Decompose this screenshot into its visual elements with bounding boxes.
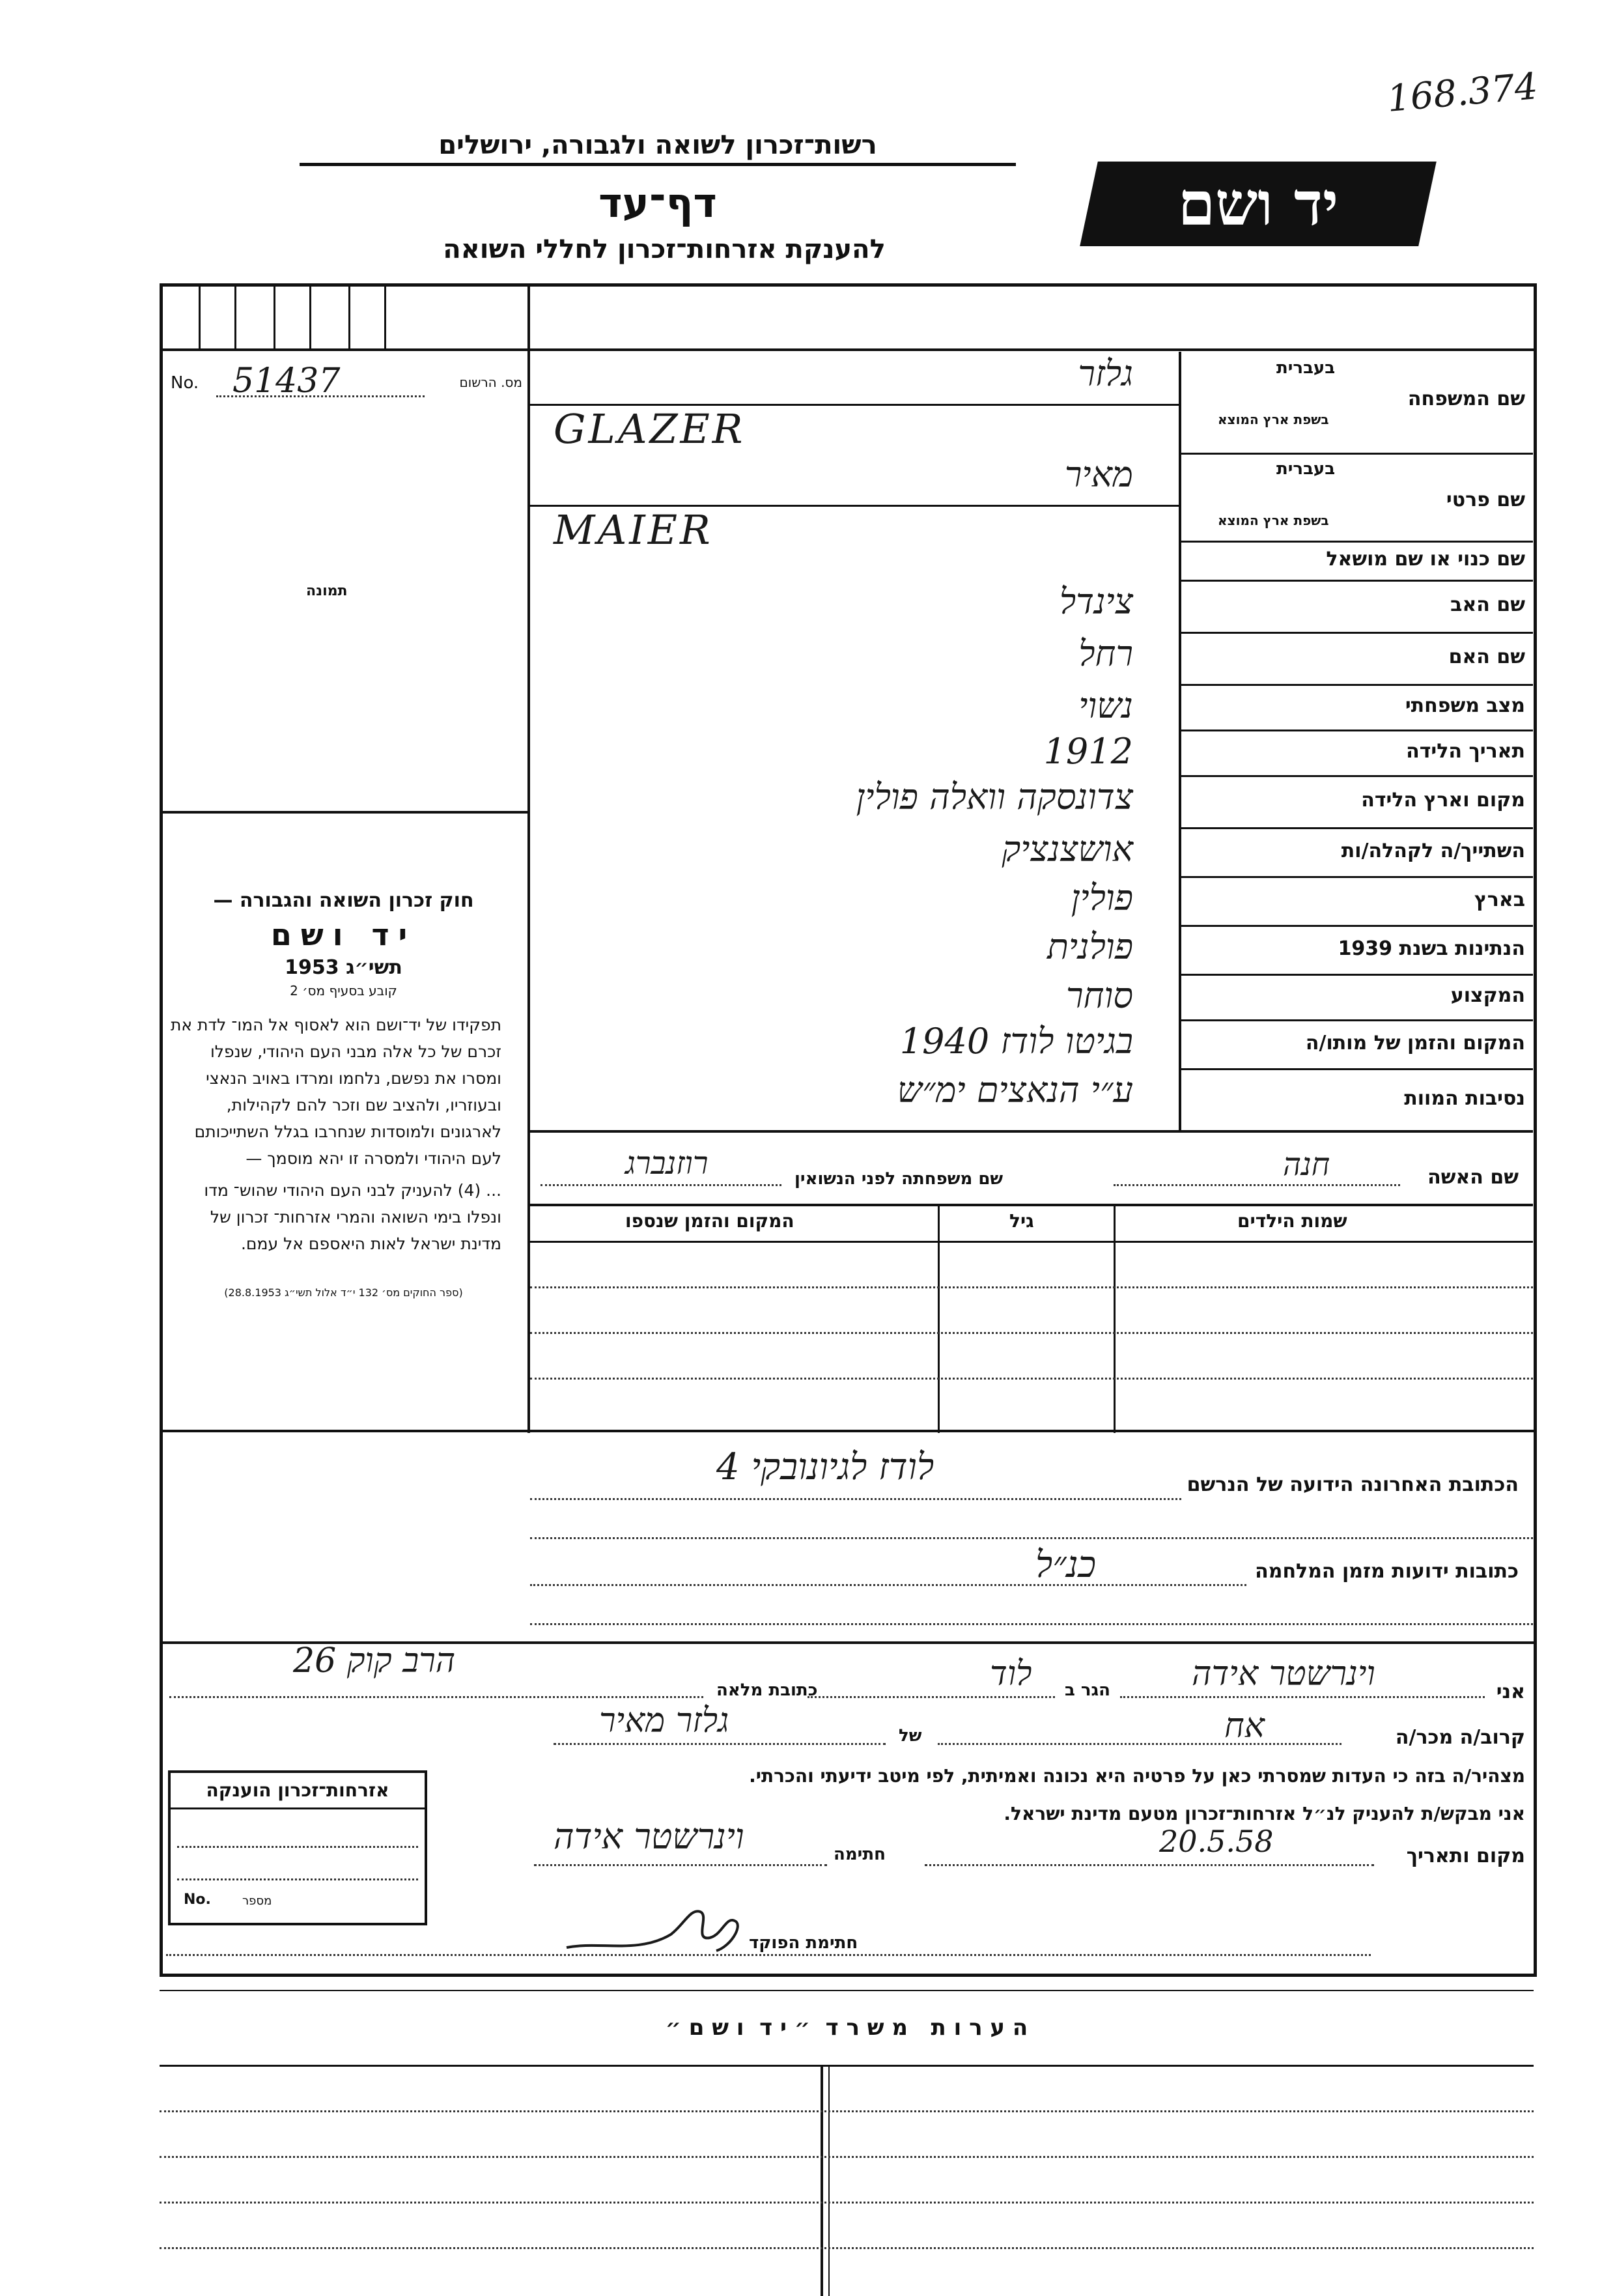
field-sublabel-hebrew: בעברית — [1276, 459, 1336, 479]
field-label: בארץ — [1474, 888, 1525, 911]
wife-label: שם האשה — [1427, 1166, 1519, 1189]
field-label: המקום והזמן של מותו/ה — [1305, 1031, 1525, 1055]
field-label: מצב משפחתי — [1405, 694, 1525, 717]
field-value: סוחר — [1065, 975, 1133, 1016]
law-text-2: ... (4) להעניק לבני העם היהודי שהוש־ מדו ונפלו בימי השואה והמרי אזרחות־ זכרון של מדינת ישראל לאות היאספם אל עמם. — [204, 1181, 501, 1253]
field-sublabel-hebrew: בעברית — [1276, 358, 1336, 378]
field-value: גלזר — [1078, 353, 1133, 394]
children-place-time-header: המקום והזמן שנספו — [625, 1210, 794, 1232]
field-separator — [1181, 775, 1533, 777]
law-year: תשי״ג 1953 — [285, 956, 402, 979]
field-label: שם כנוי או שם מושאל — [1326, 548, 1525, 571]
yad-vashem-logo — [1080, 162, 1437, 246]
field-label: המקצוע — [1450, 984, 1525, 1007]
field-separator — [1181, 580, 1533, 582]
field-label: השתייך/ה לקהלה/ות — [1341, 839, 1525, 862]
signature-label: חתימה — [834, 1845, 886, 1864]
last-address-value: לודז לגיונובקי 4 — [716, 1446, 934, 1488]
field-value: ע״י הנאצים ימ״ש — [897, 1070, 1133, 1111]
declare-text: מצהיר/ה בזה כי העדות שמסרתי כאן על פרטיה היא נכונה ואמיתית, לפי מיטב ידיעתי והכרתי. — [749, 1765, 1525, 1787]
declarant-i-label: אני — [1496, 1680, 1525, 1703]
declarant-city-value: לוד — [990, 1654, 1032, 1694]
field-separator — [1181, 925, 1533, 927]
field-value: פולנית — [1046, 926, 1133, 967]
relation-value: אח — [1224, 1707, 1265, 1746]
registration-number-row — [171, 361, 522, 401]
declarant-address-value: הרב קוק 26 — [293, 1641, 456, 1680]
field-separator — [1181, 1019, 1533, 1021]
field-sublabel-origin: בשפת ארץ המוצא — [1218, 513, 1329, 528]
field-value-latin: MAIER — [554, 506, 713, 554]
field-value: נשוי — [1078, 685, 1133, 726]
children-names-header: שמות הילדים — [1237, 1210, 1347, 1232]
field-label: שם פרטי — [1446, 489, 1525, 511]
field-label: שם המשפחה — [1407, 388, 1525, 410]
law-block — [166, 889, 521, 1299]
field-separator — [1181, 684, 1533, 686]
wife-value: חנה — [1283, 1146, 1330, 1183]
field-label: שם האב — [1450, 593, 1525, 616]
law-title: חוק זכרון השואה והגבורה — — [213, 889, 474, 912]
citizenship-no-label-he: מספר — [242, 1894, 272, 1908]
field-separator — [1181, 730, 1533, 731]
field-separator — [1181, 876, 1533, 878]
war-address-label: כתובות ידועות מזמן המלחמה — [1255, 1560, 1519, 1583]
field-label: מקום וארץ הלידה — [1361, 789, 1525, 812]
field-separator — [1181, 974, 1533, 976]
field-value: רחל — [1078, 633, 1133, 674]
field-sublabel-origin: בשפת ארץ המוצא — [1218, 412, 1329, 427]
maiden-name-value: רוזנברג — [625, 1145, 709, 1182]
citizenship-box-title: אזרחות־זכרון הוענקה — [171, 1773, 425, 1809]
field-separator — [1181, 1068, 1533, 1070]
form-title: דף־עד — [598, 179, 717, 227]
relation-label: קרוב/ה מכר/ה — [1395, 1726, 1525, 1749]
citizenship-granted-box — [168, 1770, 427, 1925]
place-date-label: מקום ותאריך — [1406, 1845, 1525, 1867]
citizenship-no-label: No. — [184, 1892, 211, 1908]
field-label: נסיבות המוות — [1404, 1086, 1525, 1110]
of-label: של — [899, 1726, 922, 1746]
field-value: 1912 — [1043, 731, 1133, 772]
field-separator — [1181, 827, 1533, 829]
last-address-label: הכתובת האחרונה הידועה של הנרשם — [1187, 1473, 1519, 1496]
field-value: אושצנציק — [1002, 829, 1133, 870]
field-value-latin: GLAZER — [554, 405, 746, 453]
corner-archive-number: 168.374 — [1385, 65, 1539, 120]
field-separator — [1181, 541, 1533, 543]
field-label: הנתינות בשנת 1939 — [1338, 937, 1525, 960]
request-text: אני מבקש/ת להעניק לנ״ל אזרחות־זכרון מטעם מדינת ישראל. — [1004, 1803, 1525, 1824]
field-value: בגיטו לודז 1940 — [899, 1021, 1133, 1062]
field-value: צינדל — [1059, 581, 1133, 622]
of-value: גלזר מאיר — [599, 1701, 729, 1740]
field-separator — [1181, 453, 1533, 455]
signature-value: וינרשטר אידה — [554, 1816, 744, 1857]
place-date-value: 20.5.58 — [1159, 1824, 1274, 1859]
office-notes-title: ה ע ר ו ת מ ש ר ד ״ י ד ו ש ם ״ — [665, 2015, 1028, 2041]
field-value: מאיר — [1064, 454, 1133, 495]
field-value: פולין — [1071, 877, 1133, 918]
war-address-value: כנ״ל — [1035, 1544, 1097, 1586]
officer-signature-label: חתימת הפוקד — [749, 1933, 858, 1953]
declarant-name-value: וינרשטר אידה — [1192, 1654, 1375, 1694]
declarant-lives-label: הגר ב — [1065, 1680, 1111, 1700]
registration-no-label: No. — [171, 373, 199, 393]
registration-label: מס. הרשום — [459, 375, 522, 390]
law-clause: קובע בסעיף מס׳ 2 — [290, 983, 397, 999]
field-separator — [1181, 632, 1533, 634]
field-value: צדונסקה וואלה פולין — [856, 776, 1133, 817]
logo-text: יד ושם — [1177, 169, 1339, 239]
law-reference: (ספר החוקים מס׳ 132 י״ד אלול תשי״ג 28.8.1953) — [224, 1286, 463, 1299]
photo-label: תמונה — [306, 583, 348, 599]
law-text-1: תפקידו של יד־ושם הוא לאסוף אל המו־ לדת את זכרם של כל אלה מבני העם היהודי, שנפלו ומסרו את נפשם, נלחמו ומרדו באויב הנאצי ובעוזריו, ולהציב שם וזכר להם לקהילות, לארגונים ולמוסדות שנחרבו בגלל השתייכותם לעם היהודי ולמסרה זו יהא מוסמך — — [171, 1015, 501, 1168]
field-label: שם האם — [1448, 645, 1525, 668]
authority-line: רשות־זכרון לשואה ולגבורה, ירושלים — [300, 130, 1016, 166]
registration-no-value: 51437 — [232, 361, 341, 401]
maiden-name-label: שם משפחתה לפני הנשואין — [794, 1169, 1004, 1189]
children-age-header: גיל — [1009, 1210, 1034, 1232]
declarant-address-label: כתובת מלאה — [716, 1680, 818, 1700]
field-label: תאריך הלידה — [1406, 740, 1525, 763]
law-name: יד ושם — [270, 917, 417, 952]
officer-signature-scribble — [560, 1895, 755, 1967]
form-subtitle: להענקת אזרחות־זכרון לחללי השואה — [443, 234, 886, 264]
